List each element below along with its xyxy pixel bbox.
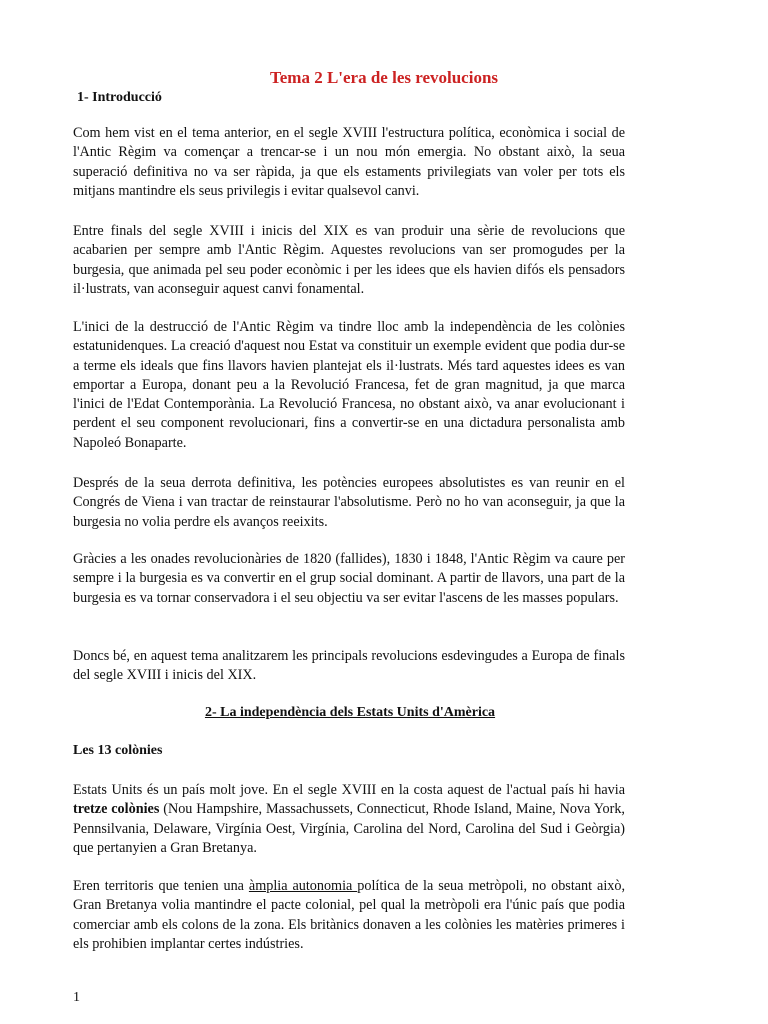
section-heading-introduccio: 1- Introducció [77, 90, 162, 105]
paragraph-8 [73, 877, 625, 954]
paragraph-7 [73, 781, 625, 858]
underlined-term-amplia-autonomia: àmplia autonomia [248, 878, 358, 894]
paragraph-8-text-b: política de la seua metròpoli, no obstant això, Gran Bretanya volia mantindre el pacte colonial, pel qual la metròpoli era l'únic país que podia comerciar amb els colons de la zona. Els britànics donaven a les colònies les matèries primeres i els prohibien implantar certes indústries. [73, 878, 625, 952]
paragraph-4: Després de la seua derrota definitiva, les potències europees absolutistes es van reunir en el Congrés de Viena i van tractar de reinstaurar l'absolutisme. Però no ho van aconseguir, ja que la burgesia no volia perdre els avanços reeixits. [73, 475, 625, 530]
subsection-heading-colonies: Les 13 colònies [73, 743, 163, 758]
paragraph-8-text-a: Eren territoris que tenien una [73, 878, 249, 894]
page-number: 1 [73, 990, 80, 1005]
paragraph-5: Gràcies a les onades revolucionàries de 1820 (fallides), 1830 i 1848, l'Antic Règim va caure per sempre i la burgesia es va convertir en el grup social dominant. A partir de llavors, una part de la burgesia es va tornar conservadora i el seu objectiu va ser evitar l'ascens de les masses populars. [73, 551, 625, 606]
section-heading-independencia: 2- La independència dels Estats Units d'Amèrica [204, 705, 496, 720]
document-title: Tema 2 L'era de les revolucions [269, 68, 499, 87]
bold-term-tretze-colonies: tretze colònies [73, 801, 160, 818]
paragraph-7-text-b: (Nou Hampshire, Massachussets, Connecticut, Rhode Island, Maine, Nova York, Pennsilvania, Delaware, Virgínia Oest, Virgínia, Carolina del Nord, Carolina del Sud i Geòrgia) que pertanyien a Gran Bretanya. [73, 801, 625, 856]
paragraph-6: Doncs bé, en aquest tema analitzarem les principals revolucions esdevingudes a Europa de finals del segle XVIII i inicis del XIX. [73, 648, 625, 684]
paragraph-7-text-a: Estats Units és un país molt jove. En el segle XVIII en la costa aquest de l'actual país hi havia [73, 782, 625, 798]
paragraph-1: Com hem vist en el tema anterior, en el segle XVIII l'estructura política, econòmica i social de l'Antic Règim va començar a trencar-se i un nou món emergia. No obstant això, la seua superació definitiva no va ser ràpida, ja que els estaments privilegiats van voler per tots els mitjans mantindre els seus privilegis i evitar qualsevol canvi. [73, 125, 625, 199]
paragraph-3: L'inici de la destrucció de l'Antic Règim va tindre lloc amb la independència de les colònies estatunidenques. La creació d'aquest nou Estat va constituir un exemple evident que podia dur-se a terme els ideals que fins llavors havien plantejat els il·lustrats. Més tard aquestes idees es van emportar a Europa, donant peu a la Revolució Francesa, fet de gran magnitud, ja que marca l'inici de l'Edat Contemporània. La Revolució Francesa, no obstant això, va anar evolucionant i perdent el seu component revolucionari, fins a convertir-se en una dictadura personalista amb Napoleó Bonaparte. [73, 319, 625, 451]
paragraph-2: Entre finals del segle XVIII i inicis del XIX es van produir una sèrie de revolucions que acabarien per sempre amb l'Antic Règim. Aquestes revolucions van ser promogudes per la burgesia, que animada pel seu poder econòmic i per les idees que els havien difós els pensadors il·lustrats, van aconseguir aquest canvi fonamental. [73, 223, 625, 297]
